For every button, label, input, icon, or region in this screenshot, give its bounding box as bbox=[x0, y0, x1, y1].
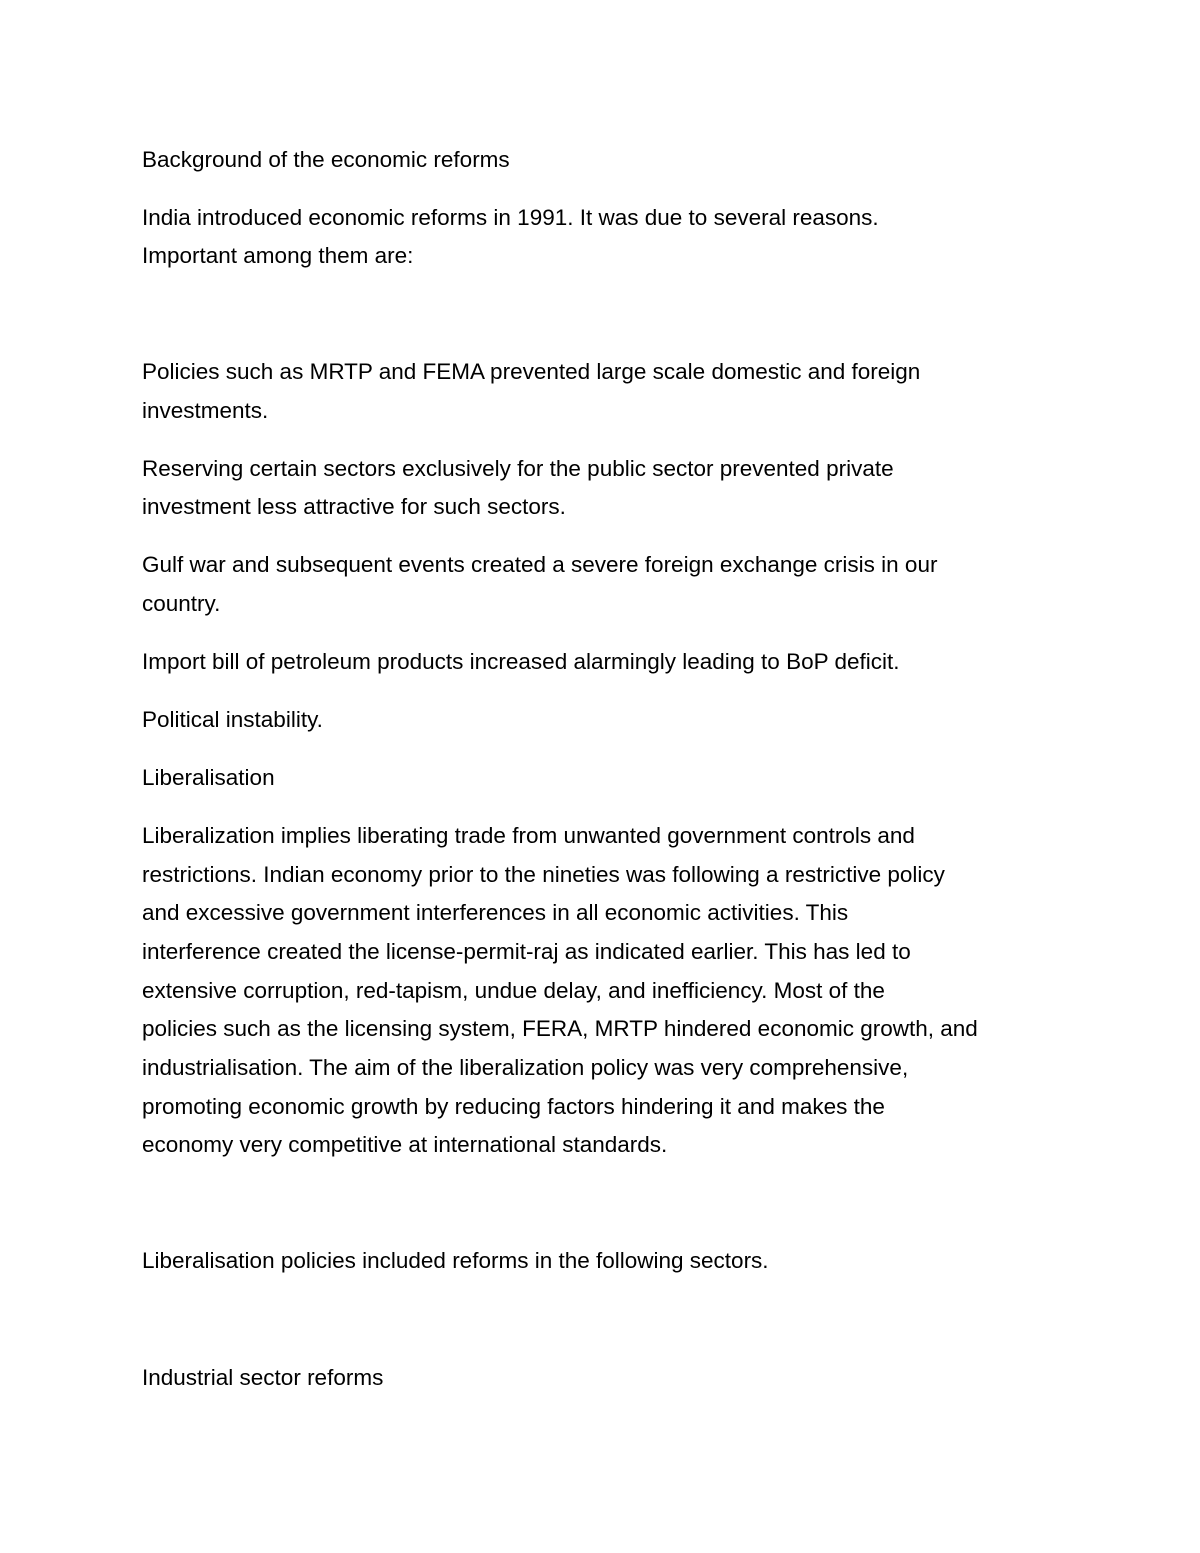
reason-public-sector-line-2: investment less attractive for such sectors. bbox=[142, 494, 566, 519]
heading-industrial-sector-reforms: Industrial sector reforms bbox=[142, 1365, 384, 1390]
liberalisation-policies-sentence: Liberalisation policies included reforms in the following sectors. bbox=[142, 1248, 769, 1273]
liberalization-paragraph-line-3: and excessive government interferences in all economic activities. This bbox=[142, 900, 849, 925]
reason-gulf-war-line-2: country. bbox=[142, 591, 221, 616]
reason-public-sector-line-1: Reserving certain sectors exclusively for the public sector prevented private bbox=[142, 456, 894, 481]
liberalization-paragraph-line-4: interference created the license-permit-raj as indicated earlier. This has led to bbox=[142, 939, 911, 964]
liberalization-paragraph-line-5: extensive corruption, red-tapism, undue delay, and inefficiency. Most of the bbox=[142, 978, 885, 1003]
liberalization-paragraph-line-8: promoting economic growth by reducing factors hindering it and makes the bbox=[142, 1094, 885, 1119]
liberalization-paragraph-line-6: policies such as the licensing system, FERA, MRTP hindered economic growth, and bbox=[142, 1016, 978, 1041]
intro-line-1: India introduced economic reforms in 1991. It was due to several reasons. bbox=[142, 205, 879, 230]
liberalization-paragraph-line-7: industrialisation. The aim of the liberalization policy was very comprehensive, bbox=[142, 1055, 909, 1080]
reason-petroleum: Import bill of petroleum products increased alarmingly leading to BoP deficit. bbox=[142, 649, 900, 674]
reason-political-instability: Political instability. bbox=[142, 707, 323, 732]
reason-gulf-war-line-1: Gulf war and subsequent events created a severe foreign exchange crisis in our bbox=[142, 552, 938, 577]
heading-background: Background of the economic reforms bbox=[142, 147, 510, 172]
intro-line-2: Important among them are: bbox=[142, 243, 414, 268]
liberalization-paragraph-line-9: economy very competitive at international standards. bbox=[142, 1132, 668, 1157]
liberalization-paragraph-line-2: restrictions. Indian economy prior to the nineties was following a restrictive policy bbox=[142, 862, 945, 887]
reason-mrtp-fema-line-2: investments. bbox=[142, 398, 269, 423]
reason-mrtp-fema-line-1: Policies such as MRTP and FEMA prevented large scale domestic and foreign bbox=[142, 359, 921, 384]
liberalization-paragraph-line-1: Liberalization implies liberating trade from unwanted government controls and bbox=[142, 823, 915, 848]
heading-liberalisation: Liberalisation bbox=[142, 765, 275, 790]
